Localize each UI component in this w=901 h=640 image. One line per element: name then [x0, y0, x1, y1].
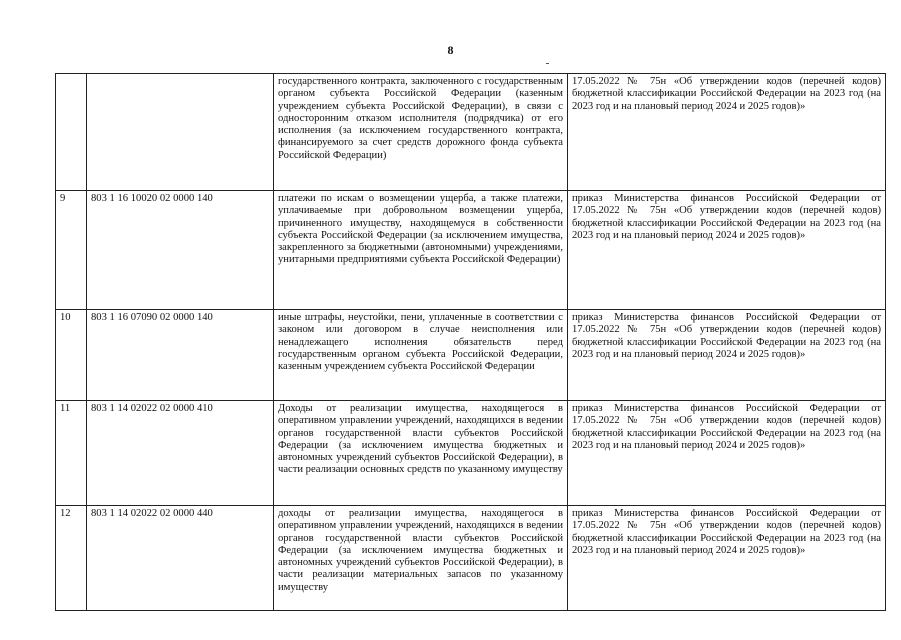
budget-codes-table	[55, 73, 886, 611]
income-description: Доходы от реализации имущества, находящегося в оперативном управлении учреждений, находящихся в ведении органов государственной власти субъектов Российской Федерации (за исключением имущества бюджетных и автономных учреждений субъектов Российской Федерации), в части реализации основных средств по указанному имуществу	[274, 401, 568, 506]
budget-code: 803 1 16 10020 02 0000 140	[87, 191, 274, 310]
scan-mark	[546, 63, 549, 64]
income-description: иные штрафы, неустойки, пени, уплаченные в соответствии с законом или договором в случае неисполнения или ненадлежащего исполнения обязательств перед государственным органом субъекта Российской Федерации, казенным учреждением субъекта Российской Федерации	[274, 310, 568, 401]
row-number: 9	[56, 191, 87, 310]
budget-code: 803 1 14 02022 02 0000 410	[87, 401, 274, 506]
legal-basis: приказ Министерства финансов Российской Федерации от 17.05.2022 № 75н «Об утверждении кодов (перечней кодов) бюджетной классификации Российской Федерации на 2023 год (на 2023 год и на плановый период 2024 и 2025 годов)»	[568, 310, 886, 401]
table-row	[56, 310, 886, 401]
page-number: 8	[447, 43, 454, 57]
row-number	[56, 74, 87, 191]
income-description: государственного контракта, заключенного с государственным органом субъекта Российской Федерации (казенным учреждением субъекта Российской Федерации), в связи с односторонним отказом исполнителя (подрядчика) от его исполнения (за исключением государственного контракта, финансируемого за счет средств дорожного фонда субъекта Российской Федерации)	[274, 74, 568, 191]
budget-code: 803 1 16 07090 02 0000 140	[87, 310, 274, 401]
row-number: 12	[56, 506, 87, 611]
table-row	[56, 191, 886, 310]
income-description: платежи по искам о возмещении ущерба, а также платежи, уплачиваемые при добровольном возмещении ущерба, причиненного имуществу, находящемуся в собственности субъекта Российской Федерации (за исключением имущества, закрепленного за бюджетными (автономными) учреждениями, унитарными предприятиями субъекта Российской Федерации)	[274, 191, 568, 310]
table-row	[56, 506, 886, 611]
budget-code: 803 1 14 02022 02 0000 440	[87, 506, 274, 611]
row-number: 10	[56, 310, 87, 401]
legal-basis: приказ Министерства финансов Российской Федерации от 17.05.2022 № 75н «Об утверждении кодов (перечней кодов) бюджетной классификации Российской Федерации на 2023 год (на 2023 год и на плановый период 2024 и 2025 годов)»	[568, 191, 886, 310]
table-row	[56, 74, 886, 191]
legal-basis: приказ Министерства финансов Российской Федерации от 17.05.2022 № 75н «Об утверждении кодов (перечней кодов) бюджетной классификации Российской Федерации на 2023 год (на 2023 год и на плановый период 2024 и 2025 годов)»	[568, 506, 886, 611]
budget-code	[87, 74, 274, 191]
income-description: доходы от реализации имущества, находящегося в оперативном управлении учреждений, находящихся в ведении органов государственной власти субъектов Российской Федерации (за исключением имущества бюджетных и автономных учреждений субъектов Российской Федерации), в части реализации материальных запасов по указанному имуществу	[274, 506, 568, 611]
table-row	[56, 401, 886, 506]
legal-basis: 17.05.2022 № 75н «Об утверждении кодов (перечней кодов) бюджетной классификации Российской Федерации на 2023 год (на 2023 год и на плановый период 2024 и 2025 годов)»	[568, 74, 886, 191]
row-number: 11	[56, 401, 87, 506]
legal-basis: приказ Министерства финансов Российской Федерации от 17.05.2022 № 75н «Об утверждении кодов (перечней кодов) бюджетной классификации Российской Федерации на 2023 год (на 2023 год и на плановый период 2024 и 2025 годов)»	[568, 401, 886, 506]
